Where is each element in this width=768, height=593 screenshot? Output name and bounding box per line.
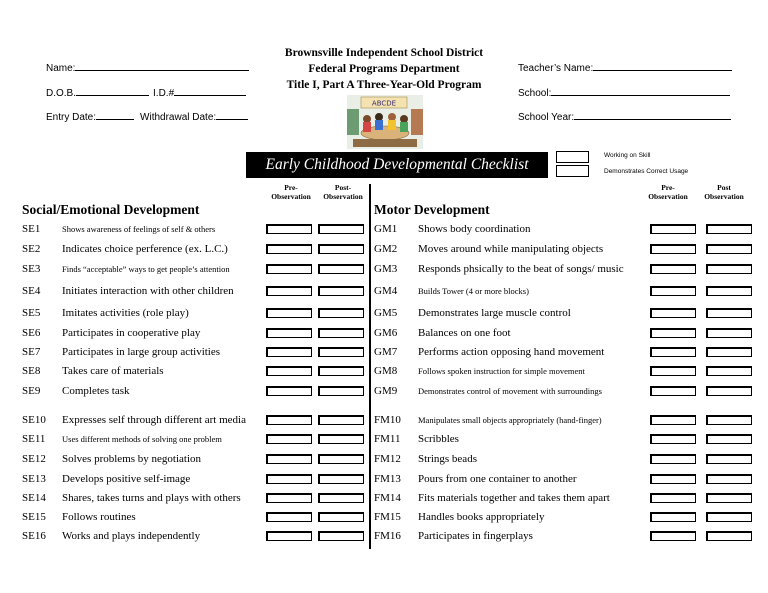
left-post-observation-checkbox[interactable]: [318, 224, 364, 234]
right-item-description: Performs action opposing hand movement: [418, 346, 605, 358]
right-item-description: Builds Tower (4 or more blocks): [418, 286, 529, 296]
right-item-description: Shows body coordination: [418, 223, 531, 235]
right-item-description: Pours from one container to another: [418, 473, 577, 485]
name-field[interactable]: [46, 61, 249, 74]
left-pre-observation-checkbox[interactable]: [266, 328, 312, 338]
name-label: Name:: [46, 63, 76, 74]
left-post-observation-checkbox[interactable]: [318, 244, 364, 254]
right-pre-observation-checkbox[interactable]: [650, 531, 696, 541]
left-post-observation-checkbox[interactable]: [318, 286, 364, 296]
right-item-code: FM10: [374, 414, 401, 426]
left-item-description: Shares, takes turns and plays with others: [62, 492, 241, 504]
left-item-description: Develops positive self-image: [62, 473, 191, 485]
right-post-observation-checkbox[interactable]: [706, 386, 752, 396]
social-emotional-title: Social/Emotional Development: [22, 202, 200, 217]
right-item-description: Participates in fingerplays: [418, 530, 533, 542]
right-item-code: FM13: [374, 473, 401, 485]
right-item-code: GM3: [374, 263, 398, 275]
left-item-code: SE12: [22, 453, 46, 465]
right-pre-observation-checkbox[interactable]: [650, 244, 696, 254]
legend-working-label: Working on Skill: [604, 152, 651, 159]
right-post-observation-checkbox[interactable]: [706, 308, 752, 318]
left-post-observation-checkbox[interactable]: [318, 531, 364, 541]
left-post-observation-checkbox[interactable]: [318, 308, 364, 318]
right-pre-observation-checkbox[interactable]: [650, 434, 696, 444]
school-year-label: School Year:: [518, 112, 575, 123]
right-item-code: GM5: [374, 307, 398, 319]
right-item-code: FM16: [374, 530, 401, 542]
left-post-observation-checkbox[interactable]: [318, 493, 364, 503]
left-item-code: SE9: [22, 385, 41, 397]
right-post-observation-checkbox[interactable]: [706, 493, 752, 503]
right-item-code: FM15: [374, 511, 401, 523]
right-post-observation-checkbox[interactable]: [706, 264, 752, 274]
right-item-code: GM8: [374, 365, 398, 377]
right-pre-observation-header: Pre- Observation: [648, 183, 688, 201]
right-post-observation-checkbox[interactable]: [706, 434, 752, 444]
left-pre-observation-checkbox[interactable]: [266, 308, 312, 318]
right-post-observation-checkbox[interactable]: [706, 531, 752, 541]
right-pre-observation-checkbox[interactable]: [650, 386, 696, 396]
right-pre-observation-checkbox[interactable]: [650, 512, 696, 522]
left-item-description: Imitates activities (role play): [62, 307, 189, 319]
left-item-description: Completes task: [62, 385, 130, 397]
right-item-code: GM2: [374, 243, 398, 255]
right-item-description: Scribbles: [418, 433, 459, 445]
left-pre-observation-checkbox[interactable]: [266, 244, 312, 254]
dates-field[interactable]: [46, 110, 248, 123]
left-item-description: Expresses self through different art media: [62, 414, 246, 426]
left-pre-observation-checkbox[interactable]: [266, 264, 312, 274]
alphabet-banner-text: ABCDE: [371, 99, 397, 108]
left-item-description: Participates in cooperative play: [62, 327, 201, 339]
classroom-illustration: [347, 95, 423, 149]
left-item-code: SE1: [22, 223, 41, 235]
left-pre-observation-checkbox[interactable]: [266, 386, 312, 396]
right-post-observation-checkbox[interactable]: [706, 415, 752, 425]
left-pre-observation-checkbox[interactable]: [266, 347, 312, 357]
right-pre-observation-checkbox[interactable]: [650, 415, 696, 425]
right-item-description: Strings beads: [418, 453, 477, 465]
right-item-description: Demonstrates large muscle control: [418, 307, 571, 319]
right-post-observation-checkbox[interactable]: [706, 224, 752, 234]
left-pre-observation-checkbox[interactable]: [266, 531, 312, 541]
left-item-code: SE11: [22, 433, 46, 445]
left-item-code: SE2: [22, 243, 41, 255]
left-item-code: SE10: [22, 414, 46, 426]
right-item-code: FM11: [374, 433, 401, 445]
left-item-description: Indicates choice perference (ex. L.C.): [62, 243, 228, 255]
left-post-observation-checkbox[interactable]: [318, 512, 364, 522]
right-post-observation-checkbox[interactable]: [706, 347, 752, 357]
right-item-code: FM12: [374, 453, 401, 465]
right-pre-observation-checkbox[interactable]: [650, 366, 696, 376]
withdrawal-date-label: Withdrawal Date:: [140, 112, 217, 123]
right-pre-observation-checkbox[interactable]: [650, 308, 696, 318]
checklist-banner: Early Childhood Developmental Checklist: [246, 152, 548, 178]
left-pre-observation-checkbox[interactable]: [266, 474, 312, 484]
left-item-code: SE14: [22, 492, 46, 504]
left-item-description: Uses different methods of solving one problem: [62, 434, 222, 444]
id-label: I.D.#: [153, 88, 175, 99]
left-pre-observation-checkbox[interactable]: [266, 454, 312, 464]
right-item-code: FM14: [374, 492, 401, 504]
right-item-description: Moves around while manipulating objects: [418, 243, 604, 255]
left-post-observation-checkbox[interactable]: [318, 434, 364, 444]
teacher-name-label: Teacher’s Name:: [518, 63, 594, 74]
left-post-observation-checkbox[interactable]: [318, 347, 364, 357]
left-pre-observation-checkbox[interactable]: [266, 224, 312, 234]
dob-label: D.O.B.: [46, 88, 77, 99]
right-item-description: Fits materials together and takes them apart: [418, 492, 610, 504]
program-title: Title I, Part A Three-Year-Old Program: [286, 79, 482, 91]
left-post-observation-checkbox[interactable]: [318, 474, 364, 484]
right-item-code: GM1: [374, 223, 398, 235]
left-item-code: SE8: [22, 365, 41, 377]
legend-correct-label: Demonstrates Correct Usage: [604, 168, 689, 175]
right-pre-observation-checkbox[interactable]: [650, 224, 696, 234]
school-label: School:: [518, 88, 552, 99]
left-post-observation-checkbox[interactable]: [318, 415, 364, 425]
left-item-code: SE4: [22, 285, 41, 297]
left-item-description: Participates in large group activities: [62, 346, 221, 358]
dob-id-field[interactable]: [46, 86, 246, 99]
left-item-code: SE5: [22, 307, 41, 319]
right-pre-observation-checkbox[interactable]: [650, 264, 696, 274]
left-pre-observation-checkbox[interactable]: [266, 415, 312, 425]
right-post-observation-header: Post Observation: [704, 183, 744, 201]
left-item-code: SE6: [22, 327, 41, 339]
right-post-observation-checkbox[interactable]: [706, 454, 752, 464]
right-post-observation-checkbox[interactable]: [706, 366, 752, 376]
left-item-description: Follows routines: [62, 511, 136, 523]
right-post-observation-checkbox[interactable]: [706, 474, 752, 484]
left-item-code: SE13: [22, 473, 46, 485]
teacher-name-field[interactable]: [518, 61, 732, 74]
right-item-description: Demonstrates control of movement with surroundings: [418, 386, 602, 396]
district-title: Brownsville Independent School District: [284, 47, 484, 59]
left-item-description: Initiates interaction with other children: [62, 285, 234, 297]
right-item-code: GM6: [374, 327, 398, 339]
department-title: Federal Programs Department: [308, 63, 460, 75]
right-pre-observation-checkbox[interactable]: [650, 286, 696, 296]
right-item-description: Responds phsically to the beat of songs/ music: [418, 263, 624, 275]
left-post-observation-checkbox[interactable]: [318, 264, 364, 274]
legend-correct-box: [556, 165, 589, 177]
right-item-code: GM7: [374, 346, 398, 358]
left-pre-observation-header: Pre- Observation: [271, 183, 311, 201]
left-pre-observation-checkbox[interactable]: [266, 493, 312, 503]
left-pre-observation-checkbox[interactable]: [266, 286, 312, 296]
right-item-description: Balances on one foot: [418, 327, 511, 339]
right-pre-observation-checkbox[interactable]: [650, 347, 696, 357]
right-post-observation-checkbox[interactable]: [706, 328, 752, 338]
school-field[interactable]: [518, 86, 730, 99]
right-pre-observation-checkbox[interactable]: [650, 493, 696, 503]
column-divider: [369, 184, 371, 549]
left-item-code: SE15: [22, 511, 46, 523]
left-post-observation-checkbox[interactable]: [318, 366, 364, 376]
left-item-description: Works and plays independently: [62, 530, 201, 542]
left-item-description: Shows awareness of feelings of self & others: [62, 224, 216, 234]
motor-development-title: Motor Development: [374, 202, 490, 217]
left-item-code: SE16: [22, 530, 46, 542]
school-year-field[interactable]: [518, 110, 731, 123]
right-post-observation-checkbox[interactable]: [706, 244, 752, 254]
right-item-description: Manipulates small objects appropriately (hand-finger): [418, 415, 602, 425]
right-item-code: GM4: [374, 285, 398, 297]
right-pre-observation-checkbox[interactable]: [650, 474, 696, 484]
left-post-observation-checkbox[interactable]: [318, 386, 364, 396]
right-pre-observation-checkbox[interactable]: [650, 328, 696, 338]
right-item-description: Handles books appropriately: [418, 511, 545, 523]
left-pre-observation-checkbox[interactable]: [266, 366, 312, 376]
left-item-code: SE7: [22, 346, 41, 358]
left-item-description: Solves problems by negotiation: [62, 453, 202, 465]
right-item-description: Follows spoken instruction for simple movement: [418, 366, 585, 376]
entry-date-label: Entry Date:: [46, 112, 97, 123]
left-post-observation-header: Post- Observation: [323, 183, 363, 201]
legend-working-box: [556, 151, 589, 163]
right-post-observation-checkbox[interactable]: [706, 512, 752, 522]
left-pre-observation-checkbox[interactable]: [266, 512, 312, 522]
left-item-description: Finds “acceptable” ways to get people’s attention: [62, 264, 230, 274]
left-item-description: Takes care of materials: [62, 365, 164, 377]
right-post-observation-checkbox[interactable]: [706, 286, 752, 296]
left-post-observation-checkbox[interactable]: [318, 454, 364, 464]
left-item-code: SE3: [22, 263, 41, 275]
right-pre-observation-checkbox[interactable]: [650, 454, 696, 464]
right-item-code: GM9: [374, 385, 398, 397]
left-post-observation-checkbox[interactable]: [318, 328, 364, 338]
left-pre-observation-checkbox[interactable]: [266, 434, 312, 444]
